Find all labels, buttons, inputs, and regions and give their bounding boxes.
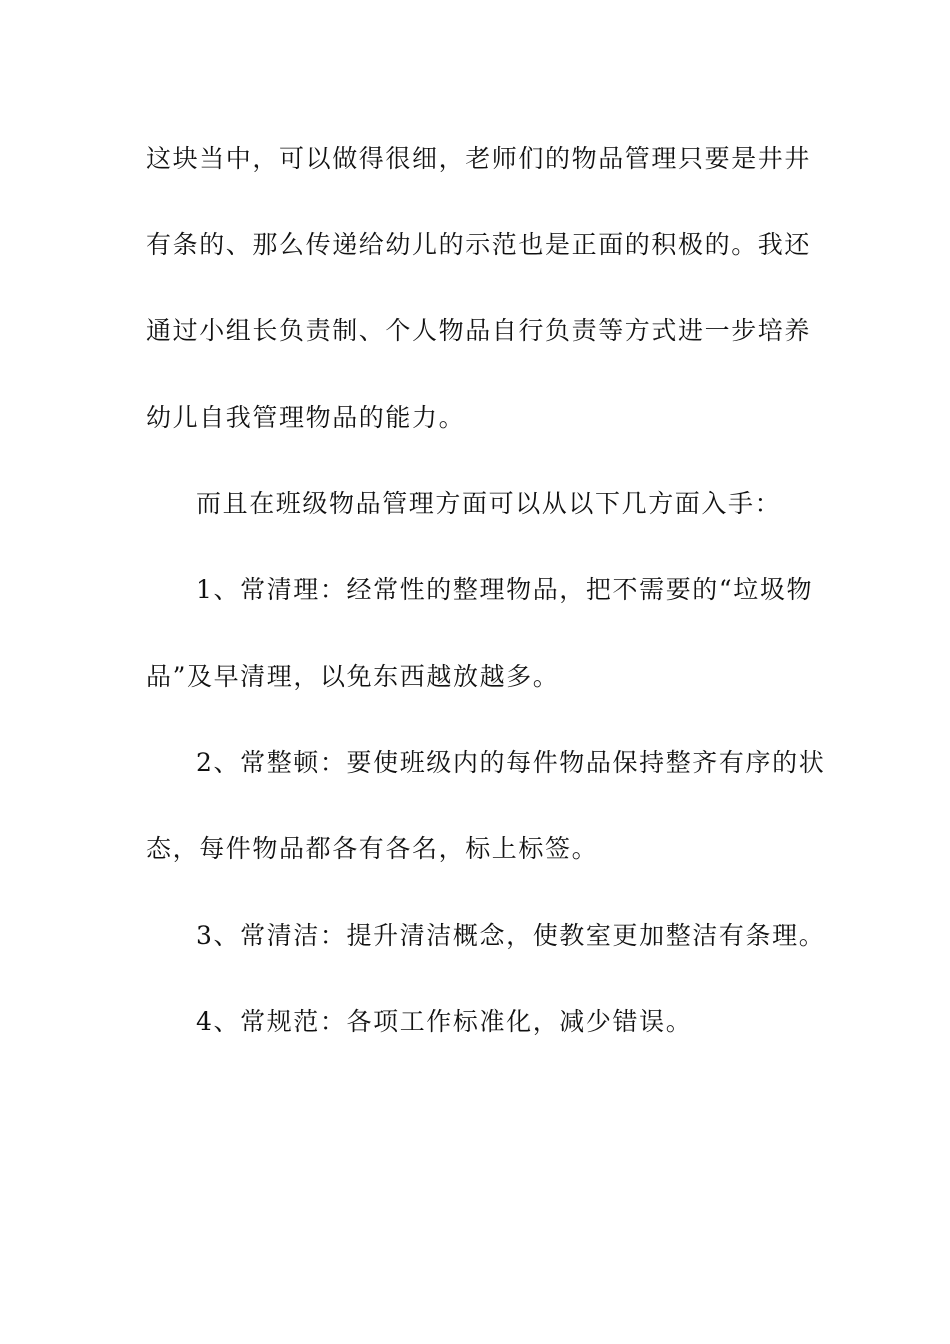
paragraph-line: 有条的、那么传递给幼儿的示范也是正面的积极的。我还 (146, 230, 812, 259)
paragraph-line: 这块当中，可以做得很细，老师们的物品管理只要是井井 (146, 144, 812, 173)
list-item-line: 1、常清理：经常性的整理物品，把不需要的“垃圾物 (196, 575, 814, 604)
list-item-line: 3、常清洁：提升清洁概念，使教室更加整洁有条理。 (196, 921, 826, 950)
list-item-line: 态，每件物品都各有各名，标上标签。 (146, 834, 599, 863)
list-item-line: 品”及早清理，以免东西越放越多。 (146, 662, 560, 691)
list-item-line: 4、常规范：各项工作标准化，减少错误。 (196, 1007, 693, 1036)
list-item-line: 2、常整顿：要使班级内的每件物品保持整齐有序的状 (196, 748, 826, 777)
paragraph-line: 幼儿自我管理物品的能力。 (146, 403, 466, 432)
paragraph-line: 而且在班级物品管理方面可以从以下几方面入手： (196, 489, 782, 518)
paragraph-line: 通过小组长负责制、个人物品自行负责等方式进一步培养 (146, 316, 812, 345)
